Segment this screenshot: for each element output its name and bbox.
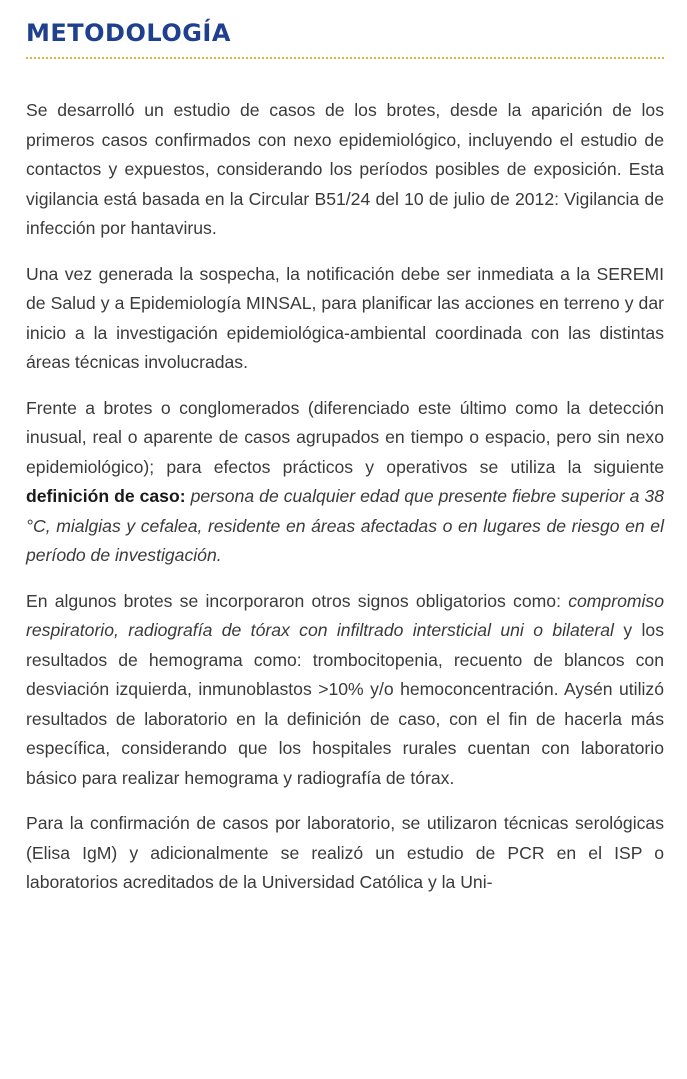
document-page	[26, 0, 664, 914]
paragraph-notification: Una vez generada la sospecha, la notificación debe ser inmediata a la SEREMI de Salud y a Epidemiología MINSAL, para planificar las acciones en terreno y dar inicio a la investigación epidemiológica-ambiental coordinada con las distintas áreas técnicas involucradas.	[26, 263, 664, 372]
case-definition-term: definición de caso:	[26, 486, 186, 506]
case-definition-text: persona de cualquier edad que presente fiebre superior a 38 °C, mialgias y cefalea, residente en áreas afectadas o en lugares de riesgo en el período de investigación.	[26, 486, 664, 565]
paragraph-case-definition	[26, 394, 664, 571]
section-title: METODOLOGÍA	[26, 19, 231, 47]
paragraph-case-definition-lead: Frente a brotes o conglomerados (diferenciado este último como la detección inusual, real o aparente de casos agrupados en tiempo o espacio, pero sin nexo epidemiológico); para efectos prácticos y operativos se utiliza la siguiente	[26, 397, 664, 477]
paragraph-lab-confirmation: Para la confirmación de casos por laboratorio, se utilizaron técnicas serológicas (Elisa IgM) y adicionalmente se realizó un estudio de PCR en el ISP o laboratorios acreditados de la Universidad Católica y la Uni-	[26, 813, 664, 892]
section-body	[26, 96, 664, 898]
paragraph-additional-signs-trail: y los resultados de hemograma como: trombocitopenia, recuento de blancos con desviación izquierda, inmunoblastos >10% y/o hemoconcentración. Aysén utilizó resultados de laboratorio en la definición de caso, con el fin de hacerla más específica, considerando que los hospitales rurales cuentan con laboratorio básico para realizar hemograma y radiografía de tórax.	[26, 620, 664, 788]
paragraph-additional-signs-lead: En algunos brotes se incorporaron otros signos obligatorios como:	[26, 590, 569, 611]
paragraph-study-design: Se desarrolló un estudio de casos de los brotes, desde la aparición de los primeros casos confirmados con nexo epidemiológico, incluyendo el estudio de contactos y expuestos, considerando los períodos posibles de exposición. Esta vigilancia está basada en la Circular B51/24 del 10 de julio de 2012: Vigilancia de infección por hantavirus.	[26, 100, 664, 238]
additional-signs-italic: compromiso respiratorio, radiografía de tórax con infiltrado intersticial uni o bilateral	[26, 590, 664, 640]
dotted-divider	[26, 57, 664, 59]
paragraph-additional-signs	[26, 587, 664, 794]
